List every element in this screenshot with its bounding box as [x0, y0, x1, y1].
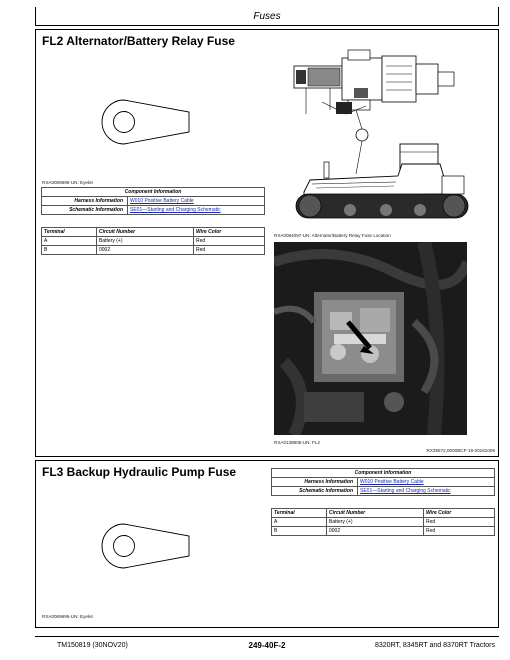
fl3-section	[35, 460, 499, 628]
fl3-schematic-label: Schematic Information	[272, 487, 358, 496]
fl2-photo-caption: RXA0138805-UN: FL2	[274, 440, 320, 445]
table-cell: 0002	[97, 246, 194, 255]
fl3-col-circuit: Circuit Number	[327, 509, 424, 518]
table-cell: Red	[424, 527, 495, 536]
fl2-title: FL2 Alternator/Battery Relay Fuse	[42, 34, 235, 48]
page-footer	[35, 636, 499, 656]
table-cell: 0002	[327, 527, 424, 536]
table-row	[42, 246, 265, 255]
table-cell: Red	[424, 518, 495, 527]
footer-product: 8320RT, 8345RT and 8370RT Tractors	[375, 642, 495, 649]
table-cell: A	[272, 518, 327, 527]
fuse-photo-image	[274, 242, 467, 435]
table-cell: A	[42, 237, 97, 246]
fl2-component-table	[41, 187, 265, 215]
fl3-schematic-link[interactable]: SE01—Starting and Charging Schematic	[360, 488, 451, 494]
eyelet-icon	[94, 92, 194, 152]
footer-page-number: 249-40F-2	[248, 641, 286, 650]
page-header-title: Fuses	[253, 11, 281, 22]
table-cell: Red	[194, 237, 265, 246]
table-cell: Battery (+)	[327, 518, 424, 527]
fl3-eyelet-caption: RXA0069695-UN: Eyelet	[42, 614, 93, 619]
fl2-col-terminal: Terminal	[42, 228, 97, 237]
fl3-component-table	[271, 468, 495, 496]
tractor-location-illustration	[276, 44, 476, 232]
table-cell: Battery (+)	[97, 237, 194, 246]
fl2-section	[35, 29, 499, 457]
fl3-col-terminal: Terminal	[272, 509, 327, 518]
table-row	[272, 518, 495, 527]
table-cell: B	[272, 527, 327, 536]
fl2-harness-link[interactable]: W010 Positive Battery Cable	[130, 198, 194, 204]
fl2-eyelet-caption: RXA0069695-UN: Eyelet	[42, 180, 93, 185]
fl3-col-color: Wire Color	[424, 509, 495, 518]
fl2-schematic-link[interactable]: SE01—Starting and Charging Schematic	[130, 207, 221, 213]
table-cell: Red	[194, 246, 265, 255]
fl2-schematic-label: Schematic Information	[42, 206, 128, 215]
table-row	[42, 237, 265, 246]
fl2-photo-reference: RX35672,0000BCF-19-20181006	[426, 448, 495, 453]
fl3-harness-link[interactable]: W010 Positive Battery Cable	[360, 479, 424, 485]
eyelet-icon	[94, 516, 194, 576]
fl3-component-heading: Component Information	[272, 469, 495, 478]
fl2-location-caption: RXA0084097-UN: Alternator/Battery Relay Fuse Location	[274, 233, 391, 238]
page-header	[35, 7, 499, 26]
fl3-title: FL3 Backup Hydraulic Pump Fuse	[42, 465, 237, 479]
table-row	[272, 527, 495, 536]
footer-doc-id: TM150819 (30NOV20)	[57, 642, 128, 649]
fl2-wire-table	[41, 227, 265, 255]
fl2-component-heading: Component Information	[42, 188, 265, 197]
fl2-harness-label: Harness Information	[42, 197, 128, 206]
fl3-harness-label: Harness Information	[272, 478, 358, 487]
fl2-fuse-photo	[274, 242, 467, 435]
table-cell: B	[42, 246, 97, 255]
fl3-wire-table	[271, 508, 495, 536]
fl2-col-circuit: Circuit Number	[97, 228, 194, 237]
fl2-col-color: Wire Color	[194, 228, 265, 237]
